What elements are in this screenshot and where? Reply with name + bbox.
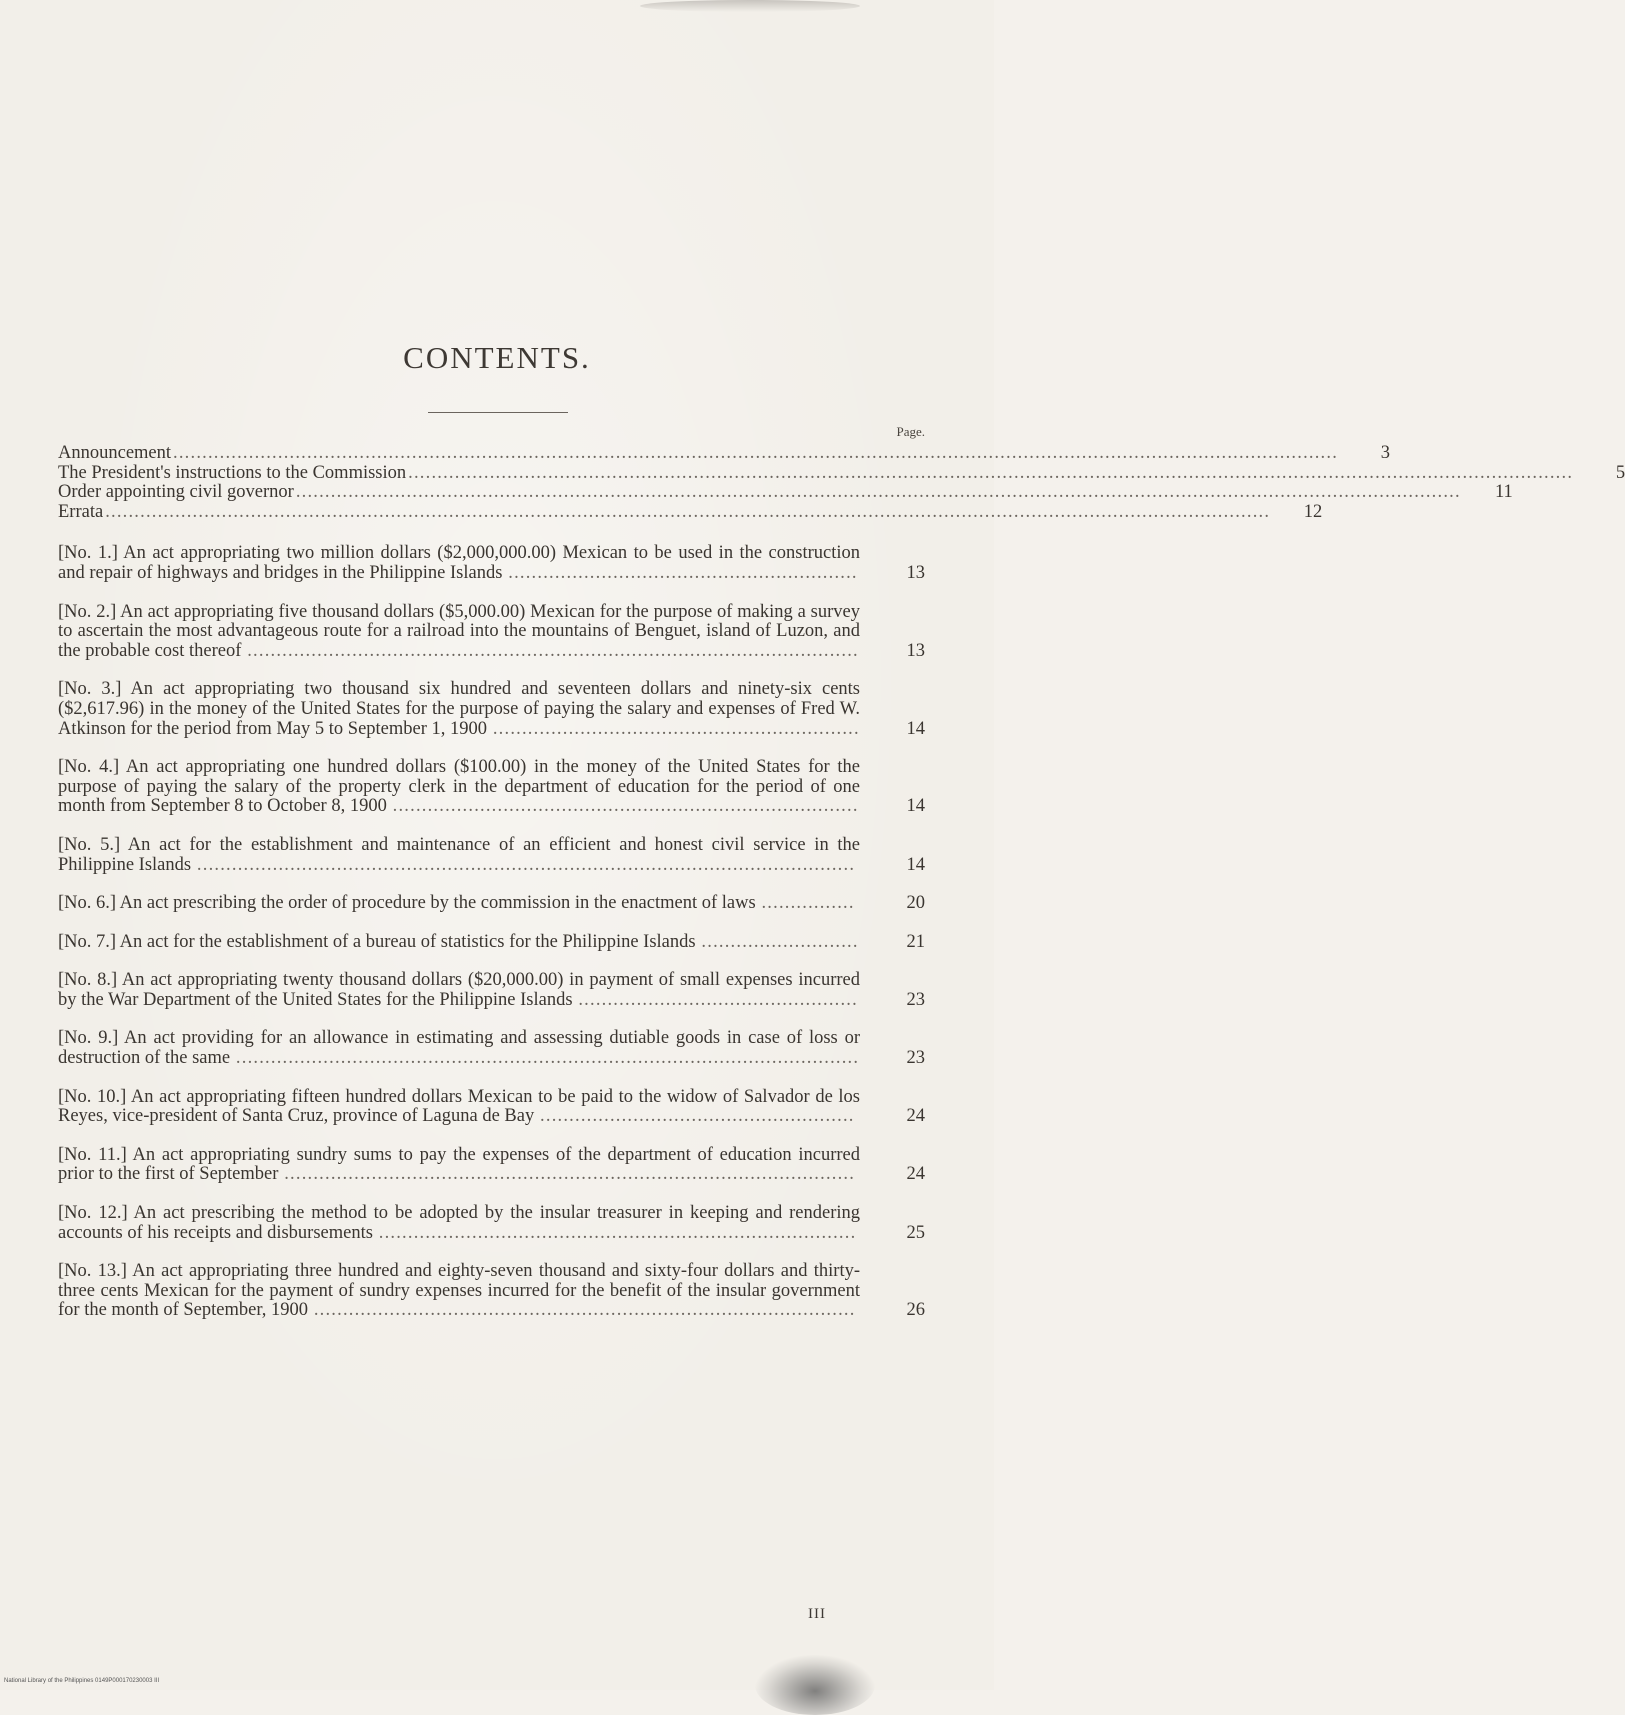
act-entry	[58, 1088, 925, 1127]
act-entry-text: [No. 3.] An act appropriating two thousand six hundred and seventeen dollars and ninety-six cents ($2,617.96) in the money of the United States for the purpose of paying the salary and expenses of Fred W. Atkinson for the period from May 5 to September 1, 1900	[58, 679, 860, 739]
act-entry-text-block	[58, 603, 860, 662]
act-entry-page: 24	[906, 1106, 925, 1127]
act-entry-text-block	[58, 1262, 860, 1321]
act-entry-page: 24	[906, 1164, 925, 1185]
act-entry-page: 14	[906, 854, 925, 875]
toc-entry-page: 12	[1303, 501, 1323, 522]
dot-leader: ........................................................................................................................................................................................................	[105, 501, 1271, 522]
act-entry-text: [No. 6.] An act prescribing the order of procedure by the commission in the enactment of laws	[58, 893, 756, 914]
act-entry	[58, 933, 925, 953]
act-entry-page: 13	[906, 562, 925, 583]
act-entry-page: 21	[906, 931, 925, 952]
act-entry-text-block	[58, 894, 860, 914]
act-entry-text: [No. 12.] An act prescribing the method to be adopted by the insular treasurer in keeping and rendering accounts of his receipts and disbursements	[58, 1203, 860, 1243]
act-entry-text: [No. 2.] An act appropriating five thousand dollars ($5,000.00) Mexican for the purpose of making a survey to ascertain the most advantageous route for a railroad into the mountains of Benguet, island of Luzon, and the probable cost thereof	[58, 601, 860, 661]
act-entry-page: 14	[906, 796, 925, 817]
toc-entry	[58, 501, 1323, 523]
act-entry-page: 14	[906, 718, 925, 739]
dot-leader: ...............................................................	[487, 718, 860, 739]
act-entry	[58, 1262, 925, 1321]
act-entry	[58, 680, 925, 739]
toc-entry-page: 11	[1494, 482, 1513, 503]
table-of-contents	[58, 443, 1625, 1340]
act-entry	[58, 758, 925, 817]
act-entry	[58, 544, 925, 583]
dot-leader: ........................................................................................................................................................................................................	[173, 443, 1339, 463]
page-folio: III	[808, 1606, 826, 1622]
act-entry	[58, 1146, 925, 1185]
act-entry-page: 13	[906, 640, 925, 661]
act-entry-page: 26	[906, 1300, 925, 1321]
dot-leader: ................................................................................	[386, 796, 859, 817]
act-entry-page: 23	[906, 1048, 925, 1069]
dot-leader: ..................................................................................................	[278, 1164, 856, 1185]
dot-leader: .........................................................................................................	[241, 640, 859, 661]
page-column-header: Page.	[896, 424, 925, 439]
act-entry-text-block	[58, 971, 860, 1010]
act-entry-text: [No. 8.] An act appropriating twenty thousand dollars ($20,000.00) in payment of small expenses incurred by the War Department of the United States for the Philippine Islands	[58, 970, 860, 1010]
act-entry-text-block	[58, 1204, 860, 1243]
act-entry	[58, 836, 925, 875]
act-entry-text-block	[58, 933, 860, 953]
dot-leader: ..................................................................................	[372, 1222, 857, 1243]
toc-entry	[58, 443, 1391, 464]
act-entry-text-block	[58, 1146, 860, 1185]
act-entry-text: [No. 1.] An act appropriating two million dollars ($2,000,000.00) Mexican to be used in the construction and repair of highways and bridges in the Philippine Islands	[58, 543, 860, 583]
dot-leader: .............................................................................................	[308, 1300, 856, 1321]
dot-leader: ...........................	[695, 931, 859, 952]
act-entry-text: [No. 4.] An act appropriating one hundred dollars ($100.00) in the money of the United States for the purpose of paying the salary of the property clerk in the department of education for the period of one month from September 8 to October 8, 1900	[58, 757, 860, 817]
scan-footer-note: National Library of the Philippines 0149P000170230003 III	[4, 1678, 160, 1684]
act-entry-page: 25	[906, 1222, 925, 1243]
act-entry-text-block	[58, 544, 860, 583]
act-entry-text: [No. 7.] An act for the establishment of a bureau of statistics for the Philippine Islands	[58, 931, 696, 952]
act-entry-page: 20	[906, 893, 925, 914]
front-matter-list	[58, 443, 1625, 522]
toc-entry-label: Announcement	[58, 443, 172, 463]
toc-entry	[58, 462, 1625, 484]
page-title: CONTENTS.	[403, 340, 591, 375]
dot-leader: ................	[755, 893, 855, 914]
acts-list	[58, 544, 925, 1321]
toc-entry-label: Errata	[58, 501, 104, 522]
act-entry-text: [No. 9.] An act providing for an allowance in estimating and assessing dutiable goods in case of loss or destruction of the same	[58, 1028, 860, 1069]
dot-leader: ............................................................	[502, 562, 858, 583]
act-entry	[58, 603, 925, 662]
act-entry	[58, 1204, 925, 1243]
dot-leader: ................................................	[572, 989, 858, 1010]
toc-entry-label: The President's instructions to the Commission	[58, 462, 407, 483]
scan-edge-shadow	[640, 0, 860, 12]
act-entry-text-block	[58, 1088, 860, 1127]
act-entry-text: [No. 5.] An act for the establishment and maintenance of an efficient and honest civil service in the Philippine Islands	[58, 834, 860, 875]
act-entry-text-block	[58, 680, 860, 739]
dot-leader: ......................................................	[534, 1106, 855, 1127]
act-entry-text-block	[58, 1029, 860, 1068]
dot-leader: ........................................................................................................................................................................................................	[295, 482, 1461, 503]
toc-entry-page: 3	[1380, 443, 1391, 463]
act-entry-text: [No. 11.] An act appropriating sundry sums to pay the expenses of the department of education incurred prior to the first of September	[58, 1144, 860, 1185]
act-entry-text-block	[58, 758, 860, 817]
toc-entry-label: Order appointing civil governor	[58, 482, 294, 503]
act-entry	[58, 971, 925, 1010]
act-entry-text-block	[58, 836, 860, 875]
scan-thumb-shadow	[755, 1655, 875, 1715]
dot-leader: .................................................................................................................	[191, 854, 856, 875]
act-entry-text: [No. 10.] An act appropriating fifteen hundred dollars Mexican to be paid to the widow of Salvador de los Reyes, vice-president of Santa Cruz, province of Laguna de Bay	[58, 1086, 860, 1127]
act-entry	[58, 1029, 925, 1068]
dot-leader: ...........................................................................................................	[230, 1048, 860, 1069]
title-rule	[428, 412, 568, 413]
act-entry-page: 23	[906, 989, 925, 1010]
act-entry-text: [No. 13.] An act appropriating three hundred and eighty-seven thousand and sixty-four dollars and thirty-three cents Mexican for the payment of sundry expenses incurred for the benefit of the insular government for the month of September, 1900	[58, 1261, 860, 1321]
dot-leader: ........................................................................................................................................................................................................	[408, 462, 1574, 483]
toc-entry-page: 5	[1615, 462, 1625, 483]
act-entry	[58, 894, 925, 914]
toc-entry	[58, 482, 1513, 503]
